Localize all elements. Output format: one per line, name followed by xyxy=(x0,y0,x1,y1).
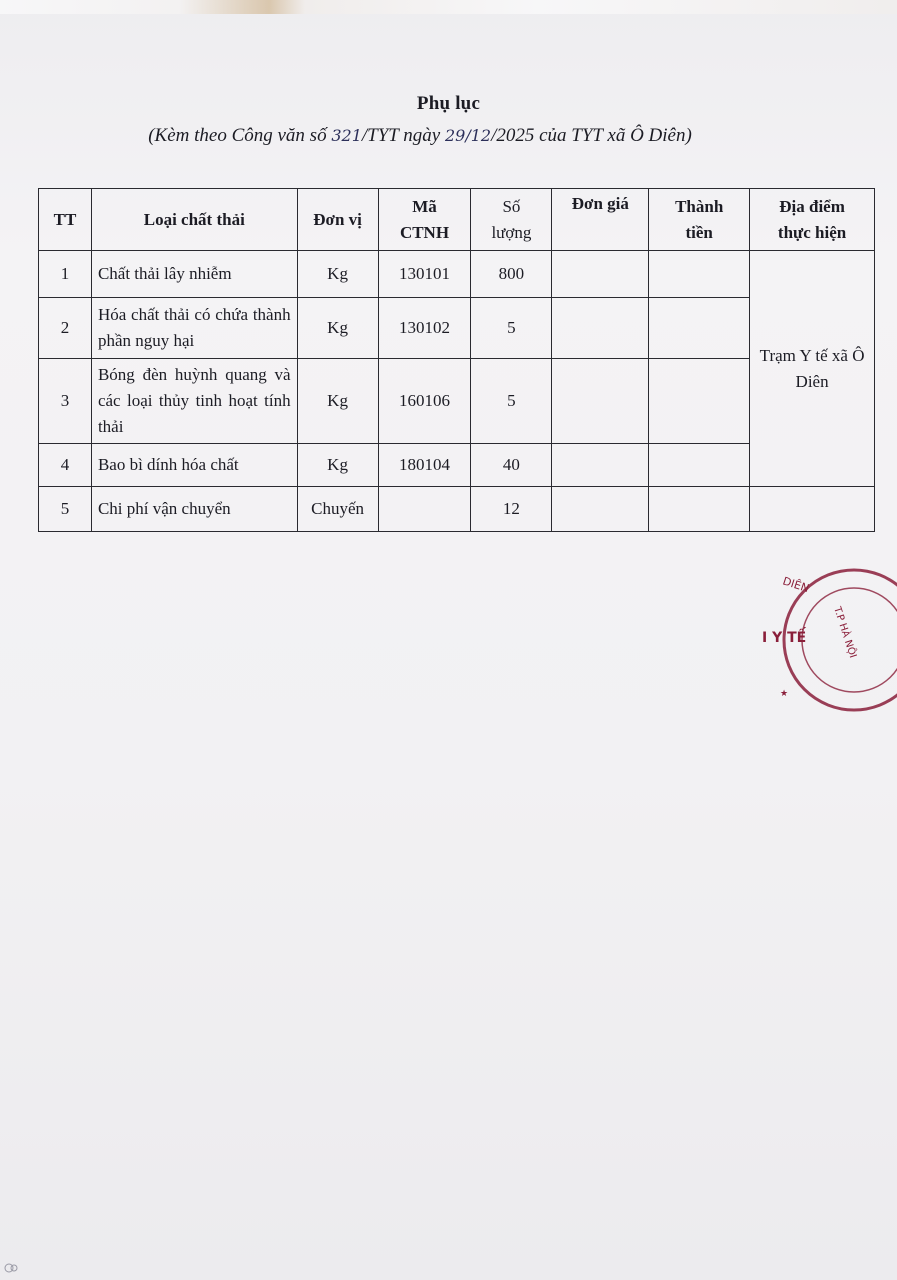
header-location-line2: thực hiện xyxy=(777,222,847,242)
scanner-watermark-logo xyxy=(4,1263,18,1275)
seal-star-icon: ★ xyxy=(780,689,789,699)
cell-code: 130102 xyxy=(378,298,471,359)
cell-waste-type: Bóng đèn huỳnh quang và các loại thủy tinh hoạt tính thải xyxy=(91,359,297,444)
cell-total xyxy=(649,444,750,487)
header-total-line2: tiền xyxy=(685,222,713,242)
header-quantity-line1: Số xyxy=(502,196,521,216)
header-unit: Đơn vị xyxy=(297,189,378,251)
cell-quantity: 12 xyxy=(471,487,552,532)
cs-logo-icon xyxy=(4,1263,18,1273)
cell-location-merged: Trạm Y tế xã Ô Diên xyxy=(750,251,875,487)
cell-total xyxy=(649,359,750,444)
cell-quantity: 5 xyxy=(471,298,552,359)
cell-total xyxy=(649,487,750,532)
waste-table xyxy=(38,188,875,532)
seal-text-top: DIÊN xyxy=(781,574,811,596)
header-unit-price: Đơn giá xyxy=(552,189,649,251)
cell-tt: 4 xyxy=(39,444,92,487)
seal-text-right: T.P HÀ NỘI xyxy=(831,605,859,660)
cell-tt: 2 xyxy=(39,298,92,359)
cell-unit-price xyxy=(552,444,649,487)
table-row xyxy=(39,251,875,298)
header-code-line2: CTNH xyxy=(399,222,450,242)
cell-unit: Kg xyxy=(297,298,378,359)
cell-waste-type: Bao bì dính hóa chất xyxy=(91,444,297,487)
header-code xyxy=(378,189,471,251)
header-quantity xyxy=(471,189,552,251)
cell-waste-type: Chi phí vận chuyển xyxy=(91,487,297,532)
cell-total xyxy=(649,251,750,298)
document-subtitle xyxy=(0,125,840,147)
cell-unit: Kg xyxy=(297,251,378,298)
dispatch-number-handwritten: 321 xyxy=(331,126,362,145)
cell-unit-price xyxy=(552,298,649,359)
cell-tt: 5 xyxy=(39,487,92,532)
subtitle-suffix: /2025 của TYT xã Ô Diên) xyxy=(491,125,692,146)
table-row xyxy=(39,487,875,532)
subtitle-middle: /TYT ngày xyxy=(361,125,445,146)
cell-waste-type: Chất thải lây nhiễm xyxy=(91,251,297,298)
cell-unit: Kg xyxy=(297,444,378,487)
header-waste-type: Loại chất thải xyxy=(91,189,297,251)
header-total-line1: Thành xyxy=(675,196,724,216)
header-total xyxy=(649,189,750,251)
cell-unit-price xyxy=(552,251,649,298)
cell-total xyxy=(649,298,750,359)
cell-waste-type: Hóa chất thải có chứa thành phần nguy hại xyxy=(91,298,297,359)
cell-tt: 3 xyxy=(39,359,92,444)
date-handwritten: 29/12 xyxy=(444,126,492,145)
header-location-line1: Địa điểm xyxy=(779,196,845,216)
table-row xyxy=(39,359,875,444)
subtitle-prefix: (Kèm theo Công văn số xyxy=(148,125,332,146)
cell-code: 180104 xyxy=(378,444,471,487)
official-seal-stamp xyxy=(742,560,897,720)
cell-location xyxy=(750,487,875,532)
cell-code xyxy=(378,487,471,532)
header-location xyxy=(750,189,875,251)
cell-quantity: 40 xyxy=(471,444,552,487)
table-row xyxy=(39,298,875,359)
cell-quantity: 5 xyxy=(471,359,552,444)
header-code-line1: Mã xyxy=(412,196,437,216)
scan-top-edge xyxy=(0,0,897,14)
table-row xyxy=(39,444,875,487)
document-title: Phụ lục xyxy=(416,93,481,114)
cell-unit: Kg xyxy=(297,359,378,444)
cell-code: 130101 xyxy=(378,251,471,298)
table-header-row xyxy=(39,189,875,251)
cell-unit: Chuyến xyxy=(297,487,378,532)
cell-tt: 1 xyxy=(39,251,92,298)
header-quantity-line2: lượng xyxy=(491,222,532,242)
header-tt: TT xyxy=(39,189,92,251)
cell-code: 160106 xyxy=(378,359,471,444)
cell-unit-price xyxy=(552,487,649,532)
cell-unit-price xyxy=(552,359,649,444)
cell-quantity: 800 xyxy=(471,251,552,298)
seal-text-center: I Y TẾ xyxy=(762,630,807,646)
